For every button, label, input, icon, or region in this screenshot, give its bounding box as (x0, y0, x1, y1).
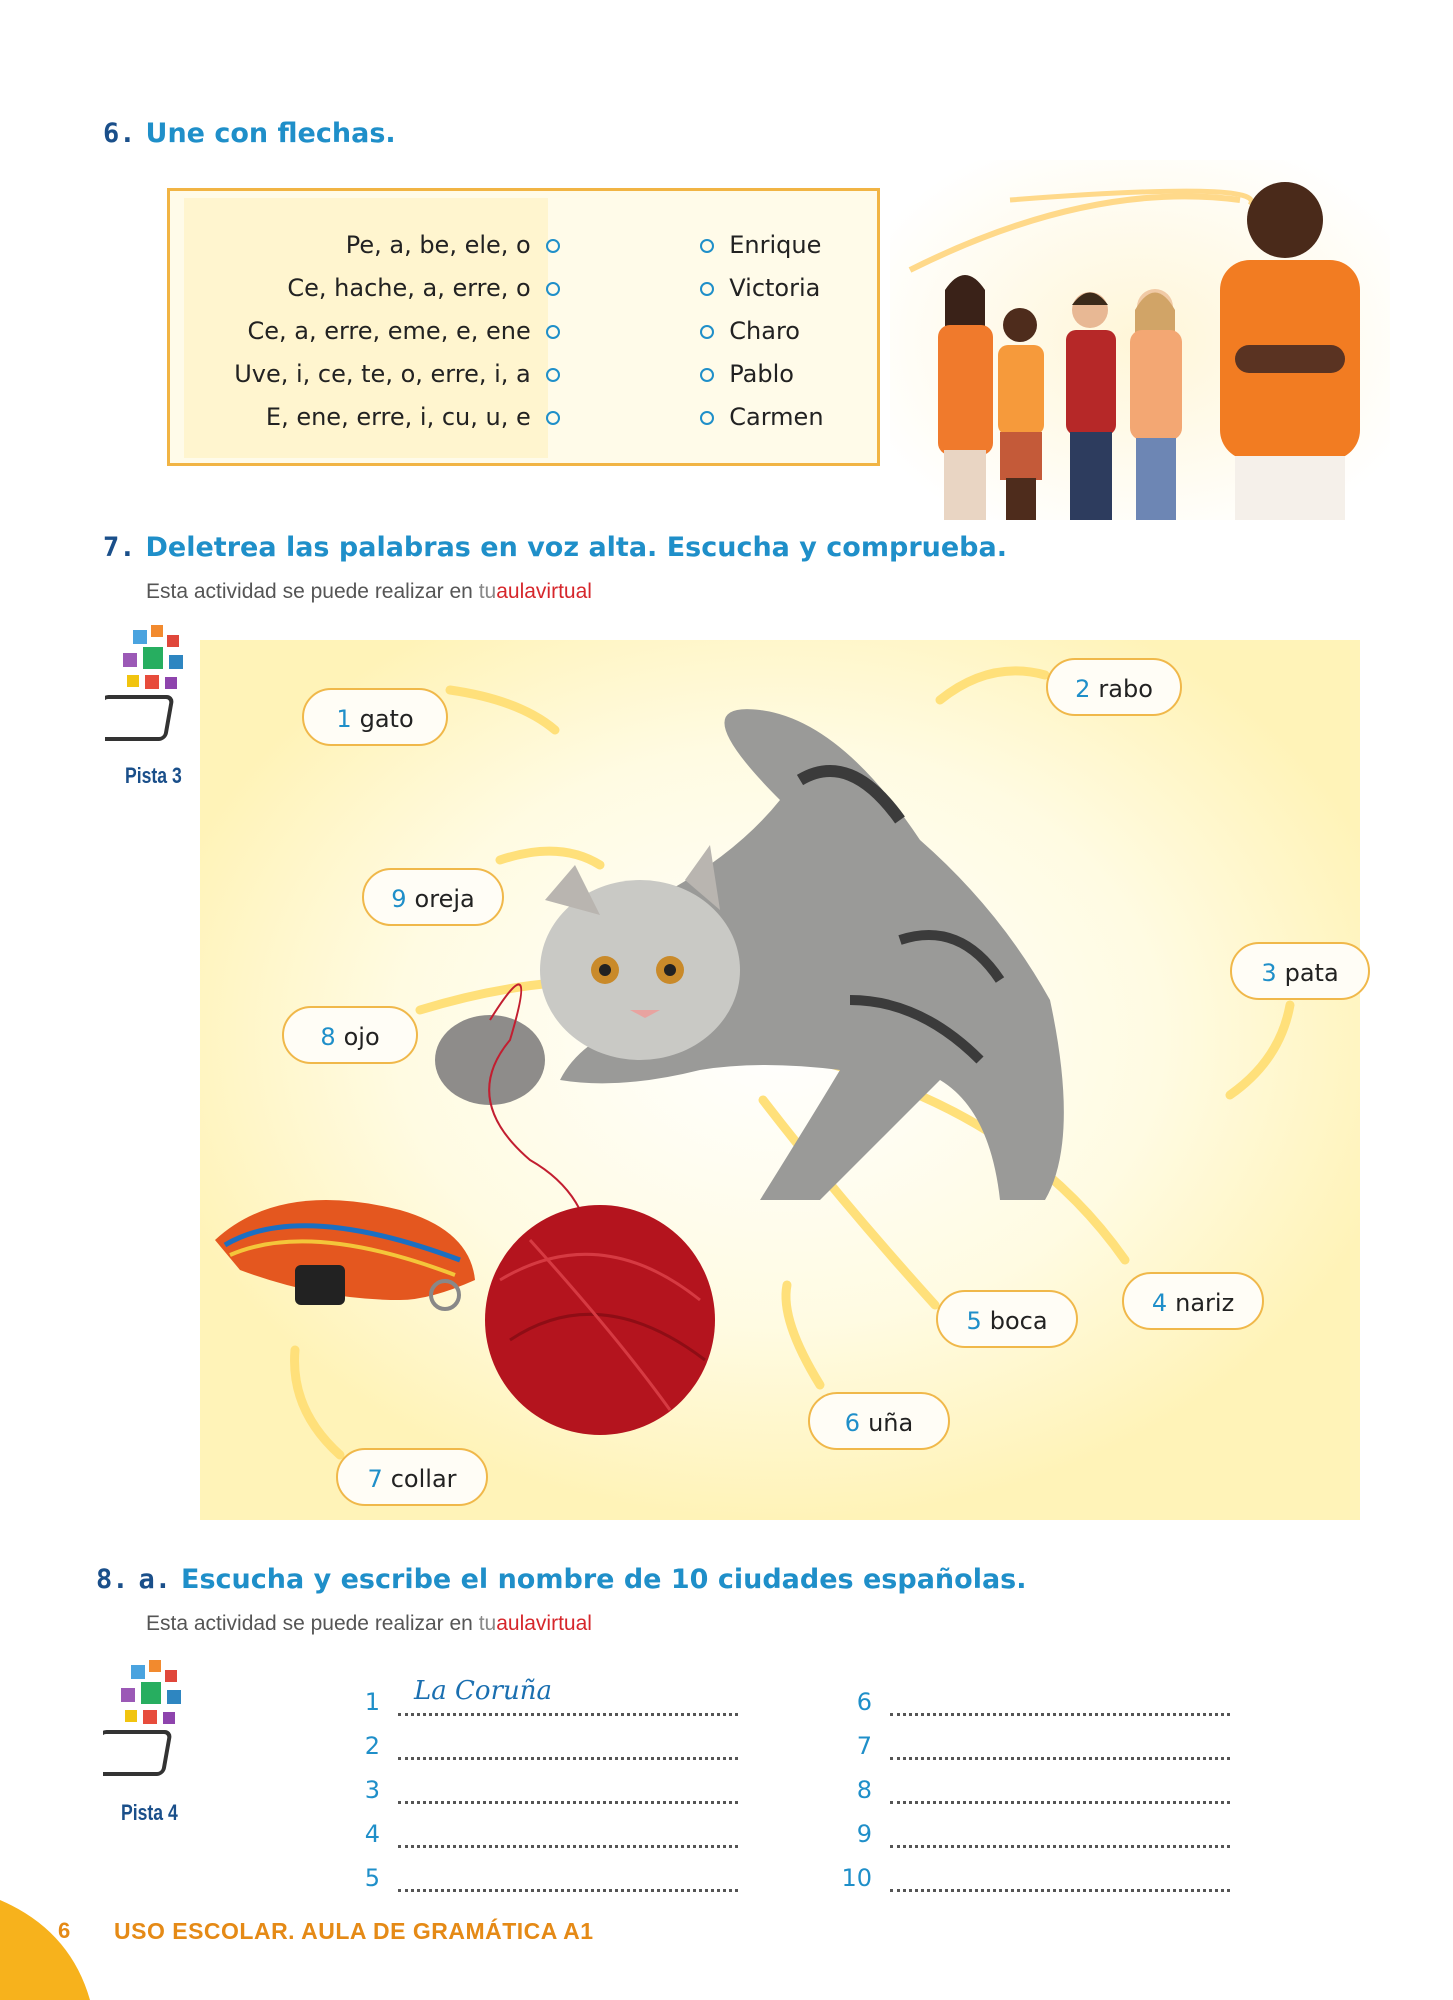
cat-scene-photo (200, 640, 1360, 1520)
match-dot-icon[interactable] (700, 368, 714, 382)
cat-label-9: 9 oreja (362, 868, 504, 926)
cat-label-7: 7 collar (336, 1448, 488, 1506)
city-row (340, 1672, 738, 1716)
ex6-right-item[interactable]: Enrique (700, 224, 870, 267)
city-row (340, 1716, 738, 1760)
cat-label-1: 1 gato (302, 688, 448, 746)
ex6-right-item[interactable]: Carmen (700, 396, 870, 439)
city-row (340, 1848, 738, 1892)
city-answer-field[interactable] (398, 1808, 738, 1848)
city-answer-field[interactable] (398, 1764, 738, 1804)
city-number: 5 (364, 1864, 380, 1892)
city-number: 10 (841, 1864, 872, 1892)
ex6-right-item[interactable]: Charo (700, 310, 870, 353)
match-dot-icon[interactable] (546, 239, 560, 253)
city-row (340, 1760, 738, 1804)
city-number: 6 (856, 1688, 872, 1716)
city-answer-field[interactable]: La Coruña (398, 1676, 738, 1716)
ex6-left-item[interactable]: Ce, a, erre, eme, e, ene (184, 310, 560, 353)
city-column-left (340, 1672, 738, 1892)
tablet-apps-icon[interactable] (105, 625, 205, 755)
ex8-number: 8. (96, 1564, 129, 1595)
city-number: 8 (856, 1776, 872, 1804)
book-title: USO ESCOLAR. AULA DE GRAMÁTICA A1 (114, 1918, 594, 1944)
city-number: 1 (364, 1688, 380, 1716)
city-number: 2 (364, 1732, 380, 1760)
ex6-number: 6. (103, 118, 136, 149)
cat-label-3: 3 pata (1230, 942, 1370, 1000)
city-row (832, 1672, 1230, 1716)
tablet-apps-icon[interactable] (103, 1660, 203, 1790)
ex8-heading (96, 1564, 1027, 1595)
ex6-left-item[interactable]: Pe, a, be, ele, o (184, 224, 560, 267)
aulavirtual-link[interactable]: aulavirtual (496, 1612, 592, 1635)
page-number: 6 (58, 1918, 71, 1943)
match-dot-icon[interactable] (700, 282, 714, 296)
aulavirtual-tu: tu (478, 580, 497, 603)
cat-label-4: 4 nariz (1122, 1272, 1264, 1330)
match-dot-icon[interactable] (546, 282, 560, 296)
aulavirtual-tu: tu (478, 1612, 497, 1635)
cat-label-6: 6 uña (808, 1392, 950, 1450)
city-number: 9 (856, 1820, 872, 1848)
ex6-right-item[interactable]: Victoria (700, 267, 870, 310)
ex8-note: Esta actividad se puede realizar en tuaulavirtual (146, 1612, 592, 1635)
city-row (832, 1716, 1230, 1760)
ex8-title: Escucha y escribe el nombre de 10 ciudades españolas. (181, 1564, 1027, 1595)
match-dot-icon[interactable] (546, 368, 560, 382)
ex7-number: 7. (103, 532, 136, 563)
teen-1 (938, 275, 993, 520)
ex7-heading (103, 532, 1007, 563)
city-answer-field[interactable] (890, 1676, 1230, 1716)
match-dot-icon[interactable] (546, 325, 560, 339)
teens-photo (890, 160, 1390, 520)
city-number: 3 (364, 1776, 380, 1804)
city-answer-field[interactable] (890, 1852, 1230, 1892)
city-number: 7 (856, 1732, 872, 1760)
ex8-pista[interactable]: Pista 4 (121, 1800, 178, 1825)
cat-label-2: 2 rabo (1046, 658, 1182, 716)
city-answer-field[interactable] (890, 1764, 1230, 1804)
ex6-right-item[interactable]: Pablo (700, 353, 870, 396)
ex6-left-item[interactable]: E, ene, erre, i, cu, u, e (184, 396, 560, 439)
city-answer-field[interactable] (398, 1720, 738, 1760)
city-row (340, 1804, 738, 1848)
ex6-left-item[interactable]: Uve, i, ce, te, o, erre, i, a (184, 353, 560, 396)
match-dot-icon[interactable] (700, 411, 714, 425)
ex6-title: Une con flechas. (145, 118, 396, 149)
ex6-right-column (700, 224, 870, 439)
city-answer-field[interactable] (398, 1852, 738, 1892)
aulavirtual-link[interactable]: aulavirtual (496, 580, 592, 603)
ex6-left-column (184, 224, 560, 439)
city-row (832, 1760, 1230, 1804)
ex7-note: Esta actividad se puede realizar en tuaulavirtual (146, 580, 592, 603)
ex6-left-item[interactable]: Ce, hache, a, erre, o (184, 267, 560, 310)
match-dot-icon[interactable] (700, 239, 714, 253)
city-answer-field[interactable] (890, 1720, 1230, 1760)
match-dot-icon[interactable] (546, 411, 560, 425)
ex8-sub: a. (138, 1564, 172, 1595)
cat-label-5: 5 boca (936, 1290, 1078, 1348)
city-answer-field[interactable] (890, 1808, 1230, 1848)
city-number: 4 (364, 1820, 380, 1848)
city-row (832, 1848, 1230, 1892)
page-corner-decoration (0, 1900, 90, 2000)
ex7-pista[interactable]: Pista 3 (125, 763, 182, 788)
city-column-right (832, 1672, 1230, 1892)
city-row (832, 1804, 1230, 1848)
teen-4 (1130, 289, 1182, 520)
match-dot-icon[interactable] (700, 325, 714, 339)
yarn-ball (485, 1205, 715, 1435)
cat-label-8: 8 ojo (282, 1006, 418, 1064)
ex6-heading (103, 118, 396, 149)
ex7-title: Deletrea las palabras en voz alta. Escucha y comprueba. (145, 532, 1007, 563)
